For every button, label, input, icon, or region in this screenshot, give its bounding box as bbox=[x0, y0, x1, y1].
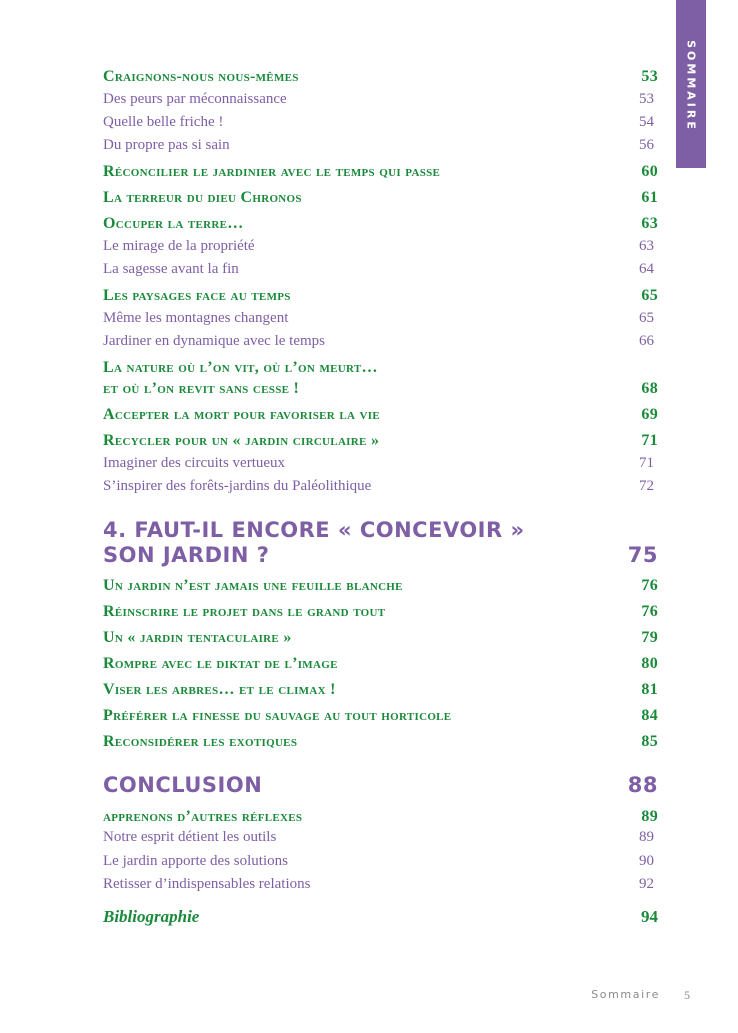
footer-label: Sommaire bbox=[591, 988, 660, 1001]
toc-entry[interactable] bbox=[103, 871, 658, 893]
toc-entry[interactable] bbox=[103, 703, 658, 725]
toc-entry[interactable] bbox=[103, 729, 658, 751]
entry-title: et où l’on revit sans cesse ! bbox=[103, 380, 300, 397]
entry-title: Réinscrire le projet dans le grand tout bbox=[103, 603, 386, 620]
chapter-page: 88 bbox=[627, 773, 658, 797]
toc-entry[interactable] bbox=[103, 804, 658, 826]
entry-title: Viser les arbres… et le climax ! bbox=[103, 681, 336, 698]
entry-page: 72 bbox=[639, 478, 654, 494]
entry-title: Du propre pas si sain bbox=[103, 137, 230, 153]
side-tab bbox=[676, 0, 706, 168]
entry-page: 85 bbox=[641, 733, 658, 750]
entry-page: 53 bbox=[639, 91, 654, 107]
toc-entry[interactable] bbox=[103, 233, 658, 255]
toc-entry[interactable] bbox=[103, 211, 658, 233]
entry-title: apprenons d’autres réflexes bbox=[103, 808, 303, 825]
toc-entry[interactable] bbox=[103, 573, 658, 595]
entry-title: La sagesse avant la fin bbox=[103, 261, 239, 277]
side-tab-label: SOMMAIRE bbox=[684, 40, 698, 132]
toc-entry[interactable] bbox=[103, 428, 658, 450]
entry-page: 63 bbox=[639, 238, 654, 254]
entry-title: Imaginer des circuits vertueux bbox=[103, 455, 286, 471]
entry-title: La nature où l’on vit, où l’on meurt… bbox=[103, 359, 378, 376]
entry-page: 92 bbox=[639, 876, 654, 892]
entry-page: 64 bbox=[639, 261, 654, 277]
entry-page: 68 bbox=[641, 380, 658, 397]
toc-entry[interactable] bbox=[103, 159, 658, 181]
entry-page: 60 bbox=[641, 163, 658, 180]
toc-entry[interactable] bbox=[103, 256, 658, 278]
entry-title: La terreur du dieu Chronos bbox=[103, 189, 302, 206]
toc-entry[interactable] bbox=[103, 599, 658, 621]
entry-page: 65 bbox=[639, 310, 654, 326]
toc-entry[interactable] bbox=[103, 132, 658, 154]
entry-page: 81 bbox=[641, 681, 658, 698]
entry-title: Des peurs par méconnaissance bbox=[103, 91, 287, 107]
entry-page: 66 bbox=[639, 333, 654, 349]
entry-title: Notre esprit détient les outils bbox=[103, 829, 277, 845]
toc-entry[interactable] bbox=[103, 64, 658, 86]
entry-page: 65 bbox=[641, 287, 658, 304]
entry-title: Occuper la terre… bbox=[103, 215, 244, 232]
entry-page: 54 bbox=[639, 114, 654, 130]
entry-page: 79 bbox=[641, 629, 658, 646]
entry-page: 53 bbox=[641, 68, 658, 85]
entry-page: 76 bbox=[641, 603, 658, 620]
toc-entry[interactable] bbox=[103, 402, 658, 424]
entry-title: Un jardin n’est jamais une feuille blanche bbox=[103, 577, 403, 594]
chapter-title: 4. FAUT-IL ENCORE « CONCEVOIR » bbox=[103, 518, 525, 542]
entry-page: 71 bbox=[641, 432, 658, 449]
entry-title: S’inspirer des forêts-jardins du Paléolithique bbox=[103, 478, 372, 494]
toc-entry[interactable] bbox=[103, 848, 658, 870]
entry-title: Réconcilier le jardinier avec le temps qui passe bbox=[103, 163, 441, 180]
toc-entry[interactable] bbox=[103, 651, 658, 673]
toc-entry[interactable] bbox=[103, 109, 658, 131]
chapter-heading[interactable] bbox=[103, 767, 658, 797]
toc-entry[interactable] bbox=[103, 450, 658, 472]
entry-title: Craignons-nous nous-mêmes bbox=[103, 68, 299, 85]
toc-entry[interactable] bbox=[103, 625, 658, 647]
page-footer bbox=[560, 988, 690, 1002]
entry-page: 80 bbox=[641, 655, 658, 672]
entry-title: Le jardin apporte des solutions bbox=[103, 853, 288, 869]
entry-title: Retisser d’indispensables relations bbox=[103, 876, 311, 892]
toc-entry[interactable] bbox=[103, 86, 658, 108]
entry-page: 61 bbox=[641, 189, 658, 206]
entry-title: Jardiner en dynamique avec le temps bbox=[103, 333, 325, 349]
entry-page: 94 bbox=[641, 907, 658, 926]
entry-page: 90 bbox=[639, 853, 654, 869]
toc-entry[interactable] bbox=[103, 355, 658, 377]
entry-page: 71 bbox=[639, 455, 654, 471]
entry-page: 56 bbox=[639, 137, 654, 153]
entry-title: Un « jardin tentaculaire » bbox=[103, 629, 292, 646]
toc-entry[interactable] bbox=[103, 677, 658, 699]
chapter-title: SON JARDIN ? bbox=[103, 543, 270, 567]
entry-title: Quelle belle friche ! bbox=[103, 114, 224, 130]
page-number: 5 bbox=[684, 988, 690, 1002]
toc-entry[interactable] bbox=[103, 185, 658, 207]
entry-title: Le mirage de la propriété bbox=[103, 238, 255, 254]
toc-entry[interactable] bbox=[103, 824, 658, 846]
entry-page: 89 bbox=[641, 808, 658, 825]
bibliography-entry[interactable] bbox=[103, 903, 658, 927]
toc-entry[interactable] bbox=[103, 328, 658, 350]
toc-entry[interactable] bbox=[103, 473, 658, 495]
entry-title: Même les montagnes changent bbox=[103, 310, 289, 326]
entry-page: 89 bbox=[639, 829, 654, 845]
entry-title: Recycler pour un « jardin circulaire » bbox=[103, 432, 380, 449]
toc-entry[interactable] bbox=[103, 283, 658, 305]
entry-page: 84 bbox=[641, 707, 658, 724]
entry-title: Rompre avec le diktat de l’image bbox=[103, 655, 338, 672]
toc-entry[interactable] bbox=[103, 376, 658, 398]
entry-page: 76 bbox=[641, 577, 658, 594]
entry-page: 69 bbox=[641, 406, 658, 423]
entry-title: Bibliographie bbox=[103, 907, 200, 926]
toc-entry[interactable] bbox=[103, 305, 658, 327]
entry-page: 63 bbox=[641, 215, 658, 232]
chapter-heading[interactable] bbox=[103, 537, 658, 567]
entry-title: Les paysages face au temps bbox=[103, 287, 291, 304]
entry-title: Accepter la mort pour favoriser la vie bbox=[103, 406, 380, 423]
entry-title: Reconsidérer les exotiques bbox=[103, 733, 298, 750]
entry-title: Préférer la finesse du sauvage au tout horticole bbox=[103, 707, 452, 724]
chapter-title: CONCLUSION bbox=[103, 773, 263, 797]
chapter-page: 75 bbox=[627, 543, 658, 567]
